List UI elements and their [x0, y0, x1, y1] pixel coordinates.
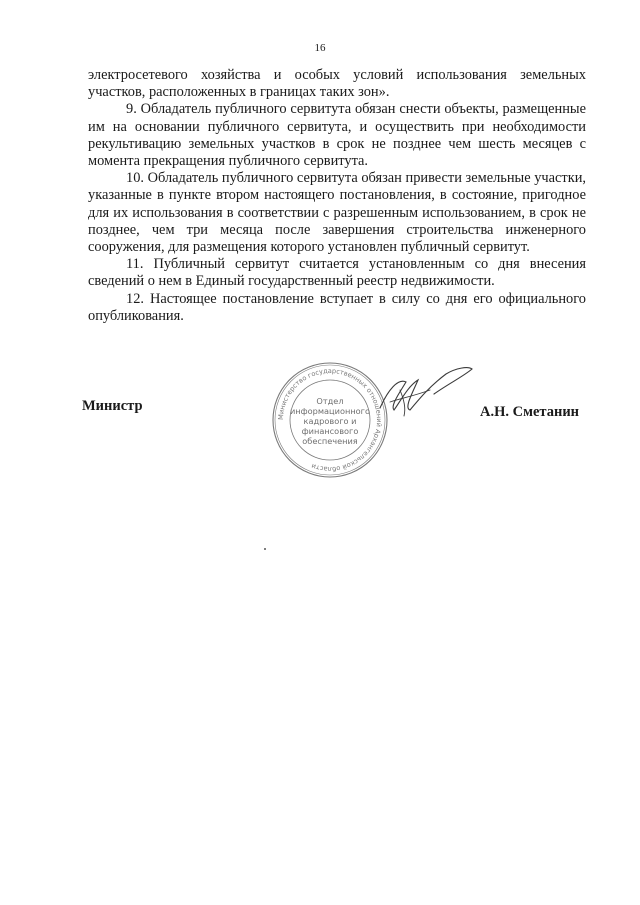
scan-speck	[264, 548, 266, 550]
handwritten-signature	[360, 360, 480, 420]
page-number: 16	[314, 42, 326, 54]
svg-text:финансового: финансового	[301, 426, 359, 436]
svg-text:обеспечения: обеспечения	[302, 436, 358, 446]
svg-text:кадрового и: кадрового и	[303, 416, 357, 426]
svg-text:Министерство государственных о: Министерство государственных отношений Архангельской области	[276, 366, 384, 474]
paragraph-item-12: 12. Настоящее постановление вступает в силу со дня его официального опубликования.	[88, 290, 586, 324]
document-body	[88, 67, 586, 325]
paragraph-item-11: 11. Публичный сервитут считается установленным со дня внесения сведений о нем в Единый государственный реестр недвижимости.	[88, 256, 586, 290]
signatory-title: Министр	[82, 398, 143, 414]
paragraph-item-10: 10. Обладатель публичного сервитута обязан привести земельные участки, указанные в пункте втором настоящего постановления, в состояние, пригодное для их использования в соответствии с разрешенным использованием, в срок не позднее, чем три месяца после завершения строительства инженерного сооружения, для размещения которого установлен публичный сервитут.	[88, 170, 586, 256]
signatory-name: А.Н. Сметанин	[480, 404, 580, 420]
svg-text:Отдел: Отдел	[316, 396, 344, 406]
paragraph-item-9: 9. Обладатель публичного сервитута обязан снести объекты, размещенные им на основании публичного сервитута, и осуществить при необходимости рекультивацию земельных участков в срок не позднее чем шесть месяцев с момента прекращения публичного сервитута.	[88, 101, 586, 170]
paragraph-continuation: электросетевого хозяйства и особых условий использования земельных участков, расположенных в границах таких зон».	[88, 67, 586, 101]
svg-text:информационного: информационного	[289, 406, 371, 416]
